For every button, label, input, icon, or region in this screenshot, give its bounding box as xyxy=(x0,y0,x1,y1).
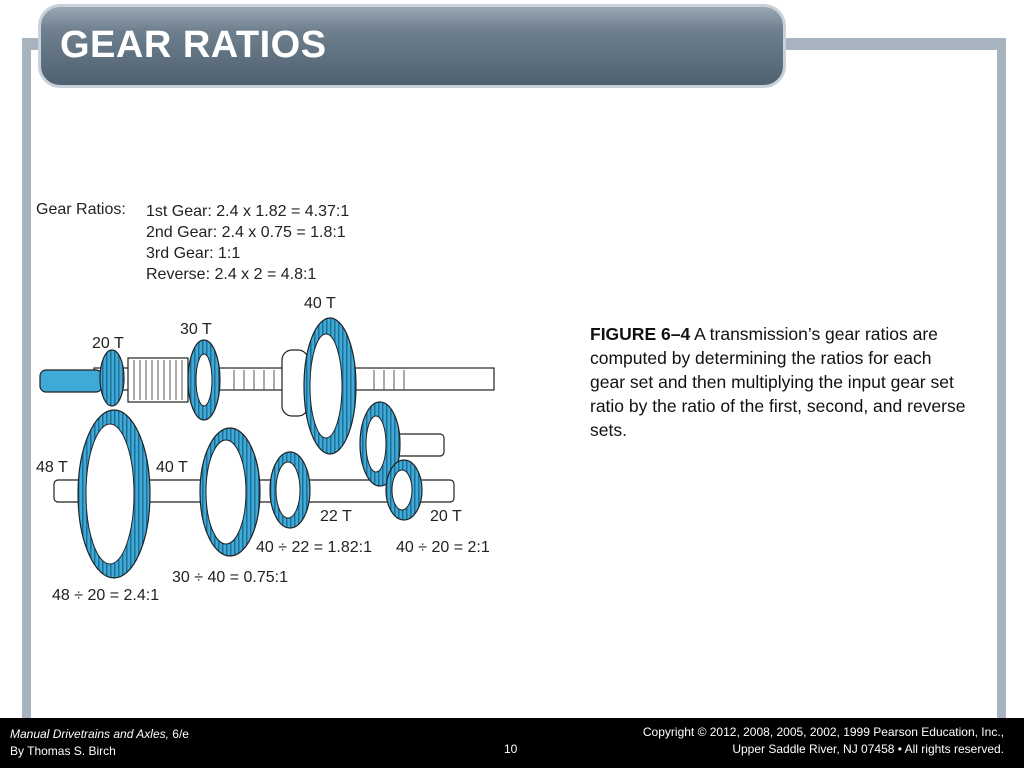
figure-caption xyxy=(590,322,970,442)
countershaft-drive-hub xyxy=(86,424,134,564)
input-shaft xyxy=(40,370,102,392)
reverse-idler-hub xyxy=(366,416,386,472)
caption-text: A transmission’s gear ratios are computed by determining the ratios for each gear set and then multiplying the input gear set ratio by the ratio of the first, second, and reverse sets. xyxy=(590,324,966,440)
slide-frame-right xyxy=(997,38,1006,718)
figure-label: FIGURE 6–4 xyxy=(590,324,691,344)
footer-book-title: Manual Drivetrains and Axles, xyxy=(10,727,169,741)
label-countershaft-drive: 48 T xyxy=(36,459,68,476)
ratio-line-third: 3rd Gear: 1:1 xyxy=(146,245,241,262)
gear-ratio-diagram xyxy=(34,190,534,610)
calc-reverse-set: 40 ÷ 20 = 2:1 xyxy=(396,539,490,556)
calc-first-set: 40 ÷ 22 = 1.82:1 xyxy=(256,539,372,556)
footer-edition: 6/e xyxy=(168,727,189,741)
countershaft-first-hub xyxy=(206,440,246,544)
label-reverse-counter: 22 T xyxy=(320,508,352,525)
ratio-line-second: 2nd Gear: 2.4 x 0.75 = 1.8:1 xyxy=(146,224,346,241)
slide-title: GEAR RATIOS xyxy=(60,24,327,66)
reverse-gear-hub xyxy=(392,470,412,510)
ratio-line-reverse: Reverse: 2.4 x 2 = 4.8:1 xyxy=(146,266,317,283)
slide-frame-left xyxy=(22,38,31,718)
second-gear-hub xyxy=(196,354,212,406)
footer-author: By Thomas S. Birch xyxy=(10,744,116,758)
ratios-heading: Gear Ratios: xyxy=(36,201,126,218)
footer-copyright-line2: Upper Saddle River, NJ 07458 • All rights reserved. xyxy=(732,742,1004,756)
label-reverse-idler: 20 T xyxy=(430,508,462,525)
label-first-gear: 40 T xyxy=(304,295,336,312)
reverse-counter-hub xyxy=(276,462,300,518)
label-countershaft-first: 40 T xyxy=(156,459,188,476)
label-input-gear: 20 T xyxy=(92,335,124,352)
footer-copyright-line1: Copyright © 2012, 2008, 2005, 2002, 1999 Pearson Education, Inc., xyxy=(642,725,1004,739)
footer-copyright xyxy=(643,724,1004,758)
calc-second-set: 30 ÷ 40 = 0.75:1 xyxy=(172,569,288,586)
ratio-line-first: 1st Gear: 2.4 x 1.82 = 4.37:1 xyxy=(146,203,350,220)
first-gear-hub xyxy=(310,334,342,438)
calc-input-set: 48 ÷ 20 = 2.4:1 xyxy=(52,587,160,604)
input-gear xyxy=(100,350,124,406)
footer-page-number: 10 xyxy=(504,742,518,756)
label-second-gear: 30 T xyxy=(180,321,212,338)
slide-footer xyxy=(0,718,1024,768)
footer-citation xyxy=(10,726,189,760)
